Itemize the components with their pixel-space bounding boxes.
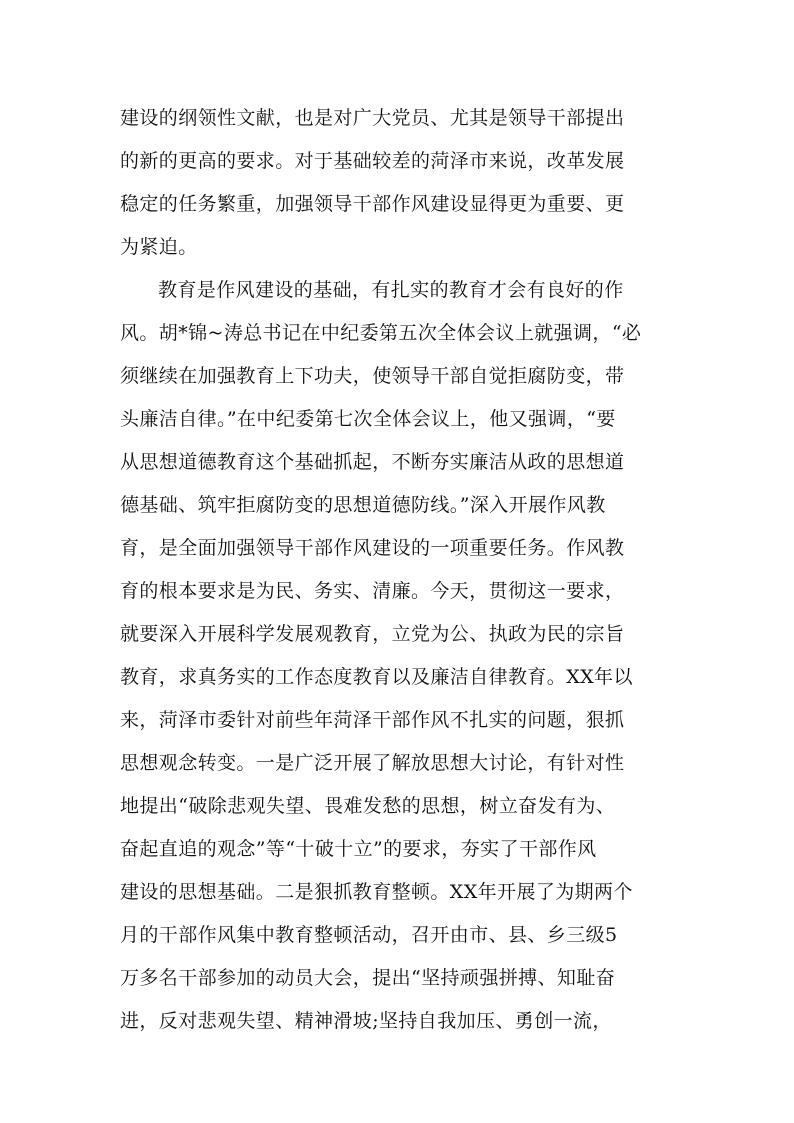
text-line: 头廉洁自律。”在中纪委第七次全体会议上，他又强调，“要 bbox=[120, 408, 616, 430]
text-line: 育的根本要求是为民、务实、清廉。今天，贯彻这一要求， bbox=[120, 580, 625, 602]
text-line: 风。胡*锦~涛总书记在中纪委第五次全体会议上就强调，“必 bbox=[120, 322, 642, 344]
text-line: 奋起直追的观念”等“十破十立”的要求，夯实了干部作风 bbox=[120, 838, 597, 860]
text-line: 须继续在加强教育上下功夫，使领导干部自觉拒腐防变，带 bbox=[120, 365, 625, 387]
text-line: 地提出“破除悲观失望、畏难发愁的思想，树立奋发有为、 bbox=[120, 795, 616, 817]
paragraph-start-line: 教育是作风建设的基础，有扎实的教育才会有良好的作 bbox=[158, 279, 624, 301]
text-line: 进，反对悲观失望、精神滑坡;坚持自我加压、勇创一流， bbox=[120, 1010, 612, 1032]
text-line: 来，菏泽市委针对前些年菏泽干部作风不扎实的问题，狠抓 bbox=[120, 709, 625, 731]
text-line: 育，是全面加强领导干部作风建设的一项重要任务。作风教 bbox=[120, 537, 625, 559]
text-line: 为紧迫。 bbox=[120, 236, 198, 258]
text-line: 就要深入开展科学发展观教育，立党为公、执政为民的宗旨 bbox=[120, 623, 625, 645]
text-line: 教育，求真务实的工作态度教育以及廉洁自律教育。XX年以 bbox=[120, 666, 633, 688]
text-line: 建设的纲领性文献，也是对广大党员、尤其是领导干部提出 bbox=[120, 107, 625, 129]
text-line: 从思想道德教育这个基础抓起，不断夯实廉洁从政的思想道 bbox=[120, 451, 625, 473]
text-line: 思想观念转变。一是广泛开展了解放思想大讨论，有针对性 bbox=[120, 752, 625, 774]
text-line: 月的干部作风集中教育整顿活动，召开由市、县、乡三级5 bbox=[120, 924, 618, 946]
text-line: 万多名干部参加的动员大会，提出“坚持顽强拼搏、知耻奋 bbox=[120, 967, 616, 989]
text-line: 德基础、筑牢拒腐防变的思想道德防线。”深入开展作风教 bbox=[120, 494, 606, 516]
text-line: 建设的思想基础。二是狠抓教育整顿。XX年开展了为期两个 bbox=[120, 881, 633, 903]
text-line: 稳定的任务繁重，加强领导干部作风建设显得更为重要、更 bbox=[120, 193, 625, 215]
text-line: 的新的更高的要求。对于基础较差的菏泽市来说，改革发展 bbox=[120, 150, 625, 172]
